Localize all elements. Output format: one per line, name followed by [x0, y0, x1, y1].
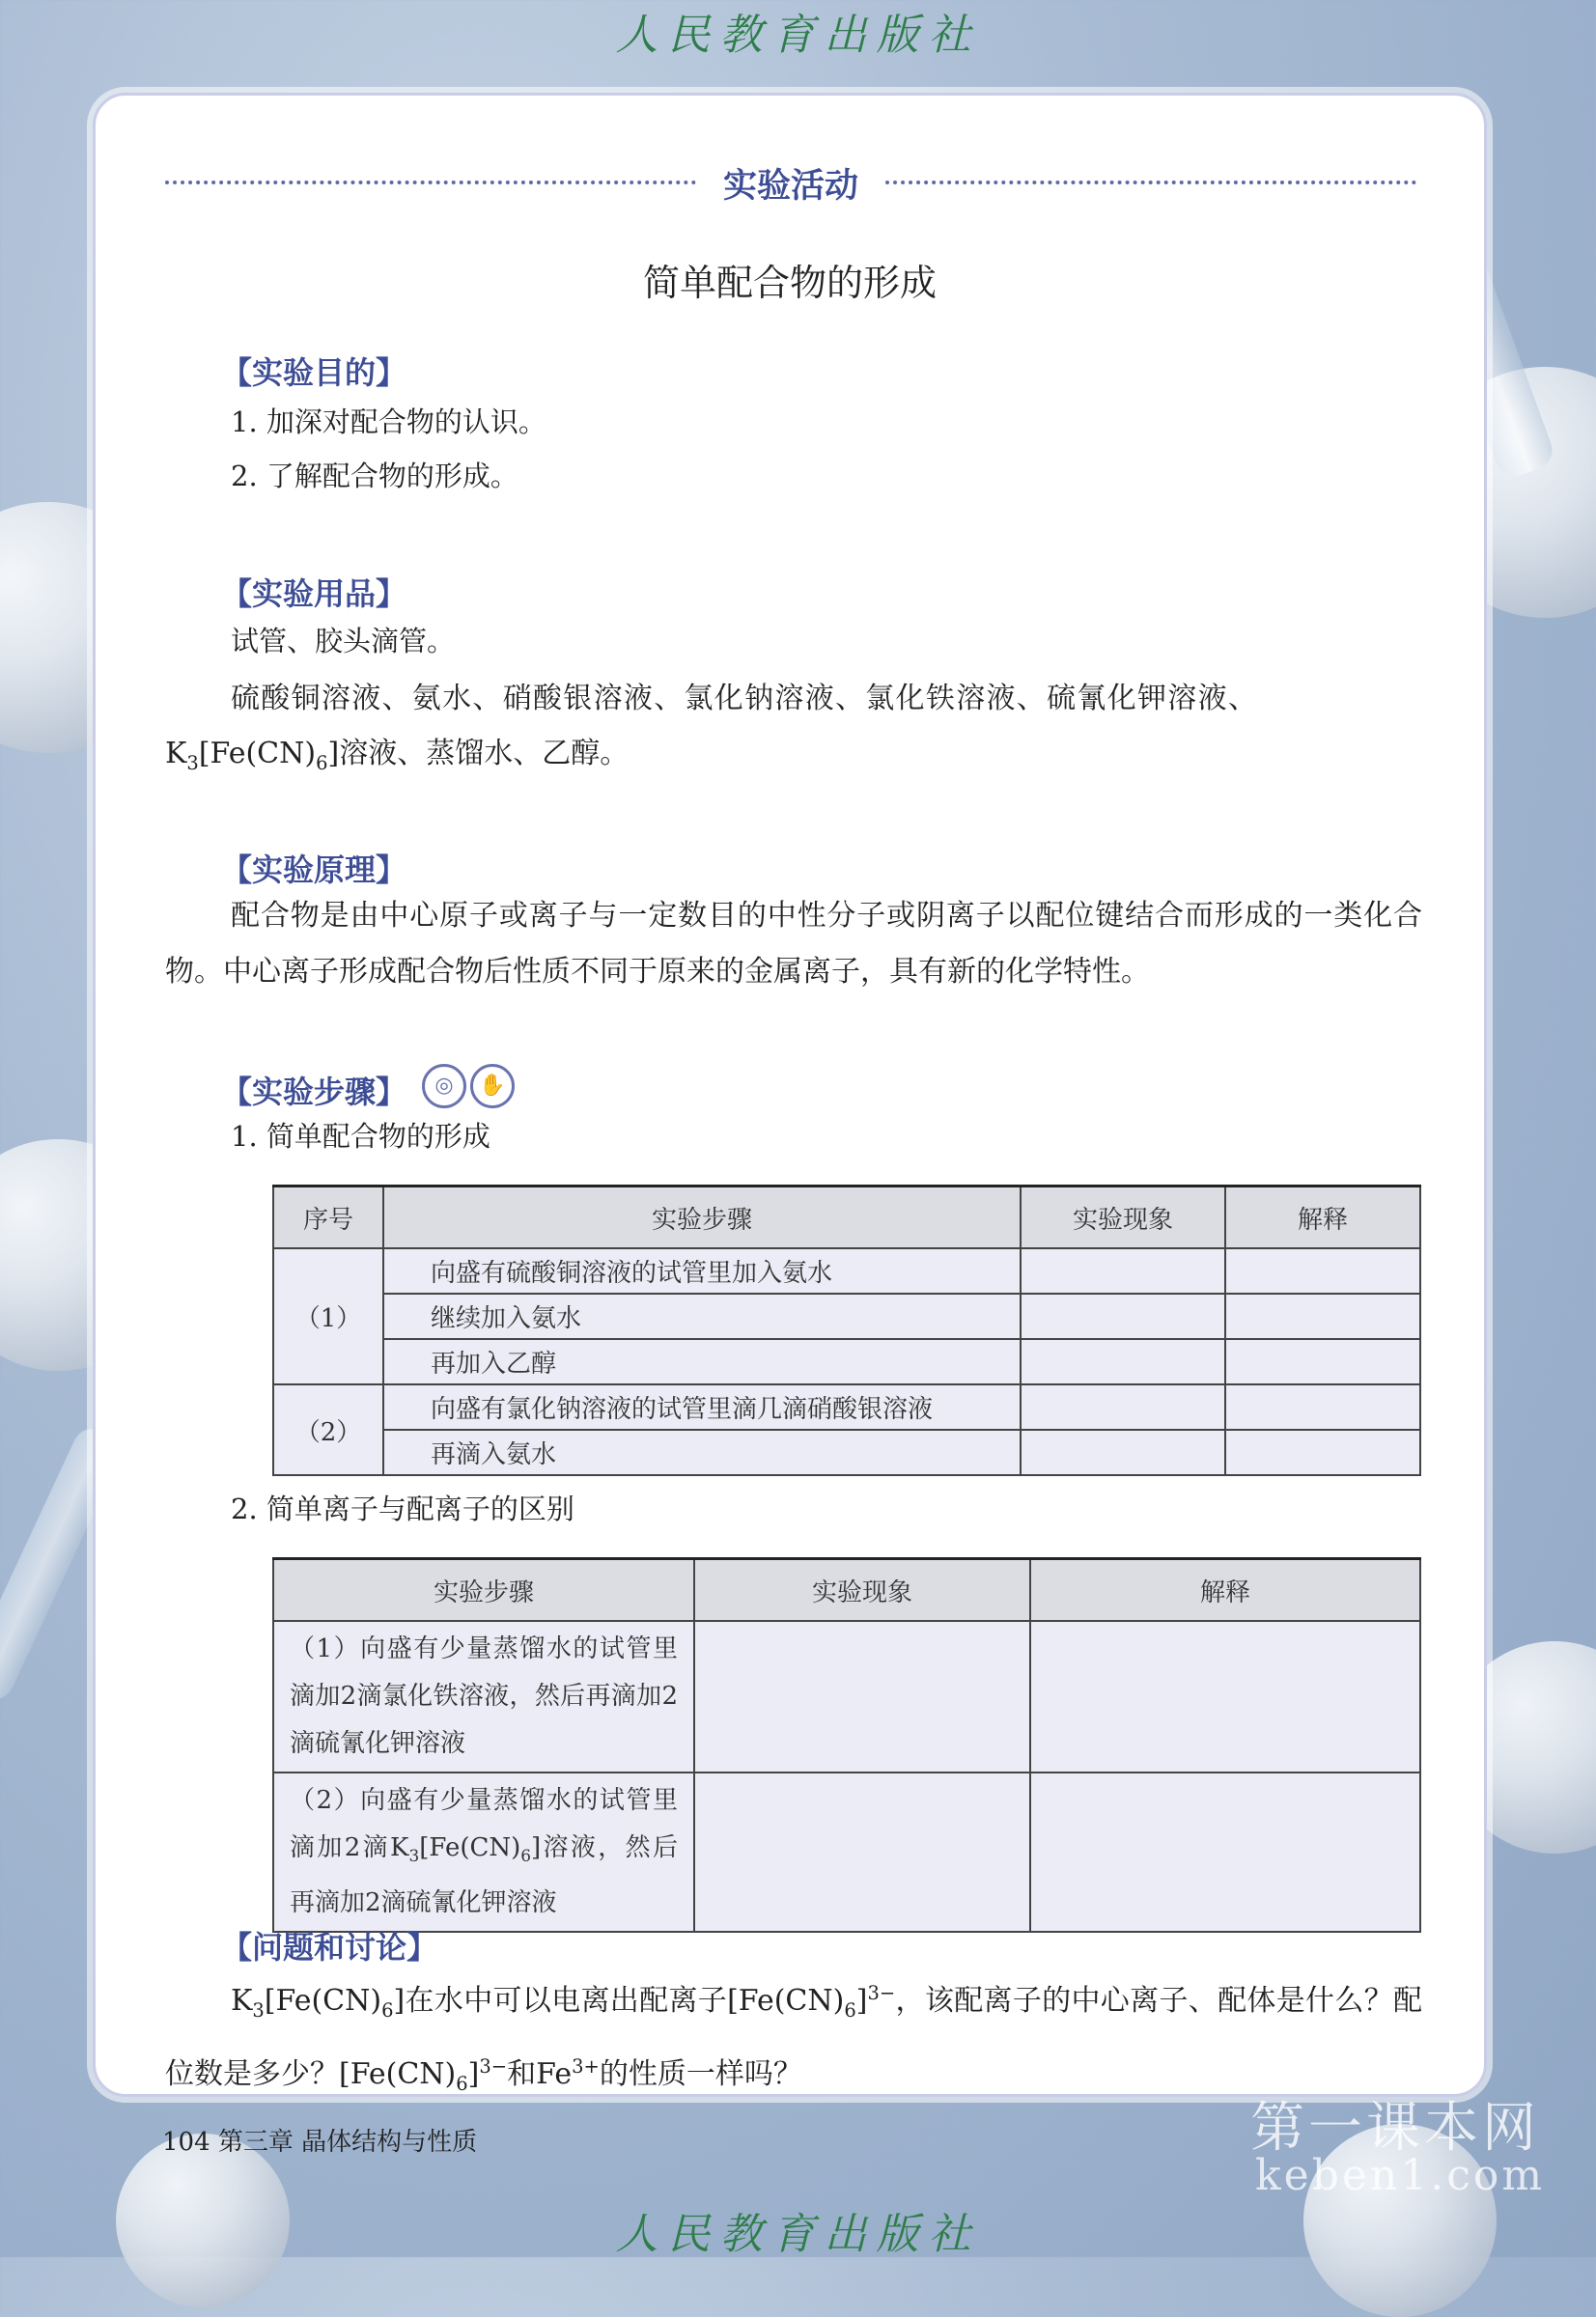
purpose-item-2: 2. 了解配合物的形成。 [231, 460, 518, 492]
table-cell-observation [694, 1621, 1030, 1773]
formula-close: ] [467, 2057, 480, 2091]
discussion-paragraph [165, 1966, 1422, 2112]
purpose-item-1: 1. 加深对配合物的认识。 [231, 405, 546, 438]
table-cell-explanation [1030, 1773, 1420, 1932]
discussion-text-4: 的性质一样吗？ [599, 2057, 802, 2091]
principle-paragraph: 配合物是由中心原子或离子与一定数目的中性分子或阴离子以配位键结合而形成的一类化合物。中心离子形成配合物后性质不同于原来的金属离子，具有新的化学特性。 [165, 899, 1422, 989]
table-header: 实验步骤 [273, 1559, 694, 1622]
formula-k: K [390, 1833, 409, 1862]
table-cell-explanation [1225, 1430, 1420, 1475]
formula-fe-ion: Fe [536, 2057, 573, 2091]
formula-k: K [231, 1984, 253, 2018]
formula-fe: [Fe(CN) [264, 1984, 382, 2018]
formula-fe-sub: 6 [381, 1999, 394, 2022]
formula-k: K [165, 737, 187, 770]
table-cell-observation [1021, 1339, 1225, 1384]
formula-charge: 3− [479, 2055, 508, 2078]
discussion-text-2: ，该配离子的中心离子、配体是什么？配位数是多少？ [165, 1984, 1423, 2091]
table-cell-observation [1021, 1294, 1225, 1339]
table-header: 实验步骤 [383, 1186, 1021, 1249]
table-row [273, 1294, 1420, 1339]
steps-subtitle-1: 1. 简单配合物的形成 [231, 1120, 490, 1153]
goggles-icon: ◎ [422, 1064, 466, 1108]
table-cell-explanation [1225, 1384, 1420, 1430]
materials-line-3 [165, 735, 629, 783]
formula-k-sub: 3 [252, 1999, 265, 2022]
formula-fe: [Fe(CN) [419, 1833, 521, 1862]
table-row [273, 1621, 1420, 1773]
materials-line-1: 试管、胶头滴管。 [231, 625, 456, 657]
section-heading-purpose: 【实验目的】 [221, 354, 407, 391]
watermark-en: keben1.com [1255, 2151, 1546, 2200]
page-title: 简单配合物的形成 [642, 262, 937, 304]
table-cell-explanation [1225, 1294, 1420, 1339]
formula-fe: [Fe(CN) [198, 737, 317, 770]
section-heading-steps: 【实验步骤】 [221, 1074, 407, 1110]
safety-icons [422, 1064, 518, 1108]
formula-fe: [Fe(CN) [339, 2057, 457, 2091]
table-cell-explanation [1030, 1621, 1420, 1773]
table-header-row [273, 1559, 1420, 1622]
experiment-table-2 [272, 1557, 1421, 1933]
table-header: 解释 [1225, 1186, 1420, 1249]
table-cell-observation [1021, 1248, 1225, 1294]
formula-charge: 3− [867, 1982, 896, 2004]
table-cell-observation [694, 1773, 1030, 1932]
banner-dots-right [885, 181, 1416, 184]
formula-close: ] [327, 737, 340, 770]
table-cell-explanation [1225, 1339, 1420, 1384]
section-heading-discussion: 【问题和讨论】 [221, 1929, 438, 1966]
table-cell-step: 继续加入氨水 [383, 1294, 1021, 1339]
table-cell-step: （1）向盛有少量蒸馏水的试管里滴加2滴氯化铁溶液，然后再滴加2滴硫氰化钾溶液 [273, 1621, 694, 1773]
table-row [273, 1773, 1420, 1932]
page-footer: 104 第三章 晶体结构与性质 [162, 2128, 478, 2157]
formula-fe-sub: 6 [520, 1846, 532, 1866]
publisher-logo-top: 人民教育出版社 [615, 11, 981, 60]
publisher-logo-bottom: 人民教育出版社 [615, 2210, 981, 2259]
table-cell-step: 再加入乙醇 [383, 1339, 1021, 1384]
table-header: 实验现象 [1021, 1186, 1225, 1249]
table-cell-number: （1） [273, 1248, 383, 1384]
table-cell-observation [1021, 1384, 1225, 1430]
table-header-row [273, 1186, 1420, 1249]
discussion-text-1: 在水中可以电离出配离子 [405, 1984, 728, 2018]
table-cell-step [273, 1773, 694, 1932]
watermark-cn: 第一课本网 [1250, 2097, 1540, 2160]
section-heading-principle: 【实验原理】 [221, 851, 407, 888]
table-row [273, 1248, 1420, 1294]
formula-fe: [Fe(CN) [727, 1984, 845, 2018]
formula-k-sub: 3 [408, 1846, 420, 1866]
table-row [273, 1430, 1420, 1475]
formula-close: ] [393, 1984, 406, 2018]
table-cell-explanation [1225, 1248, 1420, 1294]
formula-fe-sub: 6 [456, 2073, 468, 2095]
discussion-text-3: 和 [507, 2057, 537, 2091]
formula-close: ] [531, 1833, 542, 1862]
page-card [93, 93, 1487, 2097]
table-row [273, 1339, 1420, 1384]
table-cell-step: 向盛有氯化钠溶液的试管里滴几滴硝酸银溶液 [383, 1384, 1021, 1430]
row2-suffix: 溶液，然后再滴加2滴硫氰化钾溶液 [290, 1833, 678, 1918]
formula-close: ] [855, 1984, 868, 2018]
formula-fe-sub: 6 [844, 1999, 856, 2022]
table-cell-number: （2） [273, 1384, 383, 1475]
activity-banner [165, 154, 1416, 211]
section-heading-materials: 【实验用品】 [221, 575, 407, 612]
table-cell-step: 再滴入氨水 [383, 1430, 1021, 1475]
table-cell-observation [1021, 1430, 1225, 1475]
banner-title: 实验活动 [722, 167, 858, 206]
table-cell-step: 向盛有硫酸铜溶液的试管里加入氨水 [383, 1248, 1021, 1294]
table-row [273, 1384, 1420, 1430]
table-header: 解释 [1030, 1559, 1420, 1622]
table-header: 实验现象 [694, 1559, 1030, 1622]
formula-fe-sub: 6 [316, 752, 328, 774]
experiment-table-1 [272, 1185, 1421, 1476]
materials-line-3-text: 溶液、蒸馏水、乙醇。 [339, 737, 630, 770]
hand-wash-icon: ✋ [470, 1064, 515, 1108]
row2-prefix: （2）向盛有少量蒸馏水的试管里滴加2滴 [290, 1786, 678, 1862]
materials-line-2: 硫酸铜溶液、氨水、硝酸银溶液、氯化钠溶液、氯化铁溶液、硫氰化钾溶液、 [231, 682, 1259, 715]
table-header: 序号 [273, 1186, 383, 1249]
formula-fe-ion-charge: 3+ [572, 2055, 600, 2078]
steps-subtitle-2: 2. 简单离子与配离子的区别 [231, 1493, 574, 1525]
formula-k-sub: 3 [186, 752, 199, 774]
